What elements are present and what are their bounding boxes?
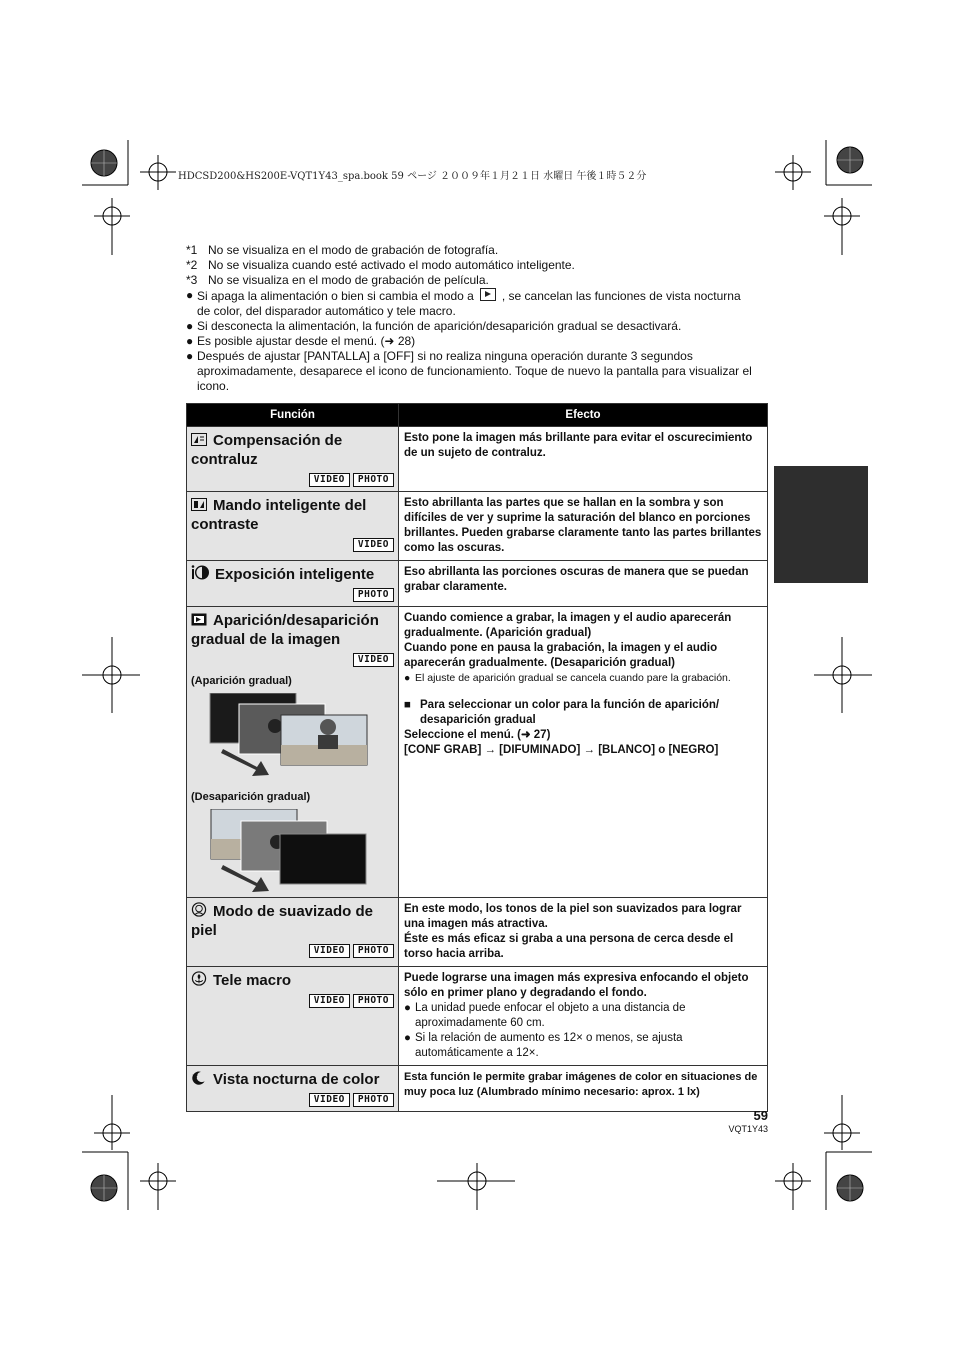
photo-badge: PHOTO [353, 473, 394, 487]
bullet-3 [186, 334, 756, 349]
effect-text: Cuando pone en pausa la grabación, la imagen y el audio aparecerán gradualmente. (Desaparición gradual) [404, 642, 718, 669]
table-row [187, 607, 768, 898]
notes-block [186, 243, 756, 394]
bullet-2 [186, 319, 756, 334]
effect-cell: Esto abrillanta las partes que se hallan en la sombra y son difíciles de ver y suprime la saturación del blanco en porciones brillantes. Pueden grabarse claramente tanto las partes brillantes como las oscuras. [399, 492, 768, 561]
color-night-view-icon [191, 1070, 207, 1085]
function-cell [187, 898, 399, 967]
bullet-4 [186, 349, 756, 394]
bullet-text: , se cancelan las funciones de vista nocturna de color, del disparador automático y tele macro. [197, 289, 741, 318]
video-badge: VIDEO [309, 944, 350, 958]
bullet-icon: ● [186, 319, 194, 333]
print-header: HDCSD200&HS200E-VQT1Y43_spa.book 59 ページ ２００９年１月２１日 水曜日 午後１時５２分 [178, 171, 647, 182]
photo-badge: PHOTO [353, 994, 394, 1008]
effect-cell: Esto pone la imagen más brillante para evitar el oscurecimiento de un sujeto de contraluz. [399, 427, 768, 492]
menu-instruction: Seleccione el menú. (➜ 27) [404, 729, 551, 741]
effect-cell [399, 898, 768, 967]
table-row [187, 492, 768, 561]
bullet-text: Si apaga la alimentación o bien si cambia el modo a [197, 289, 474, 303]
video-badge: VIDEO [309, 1093, 350, 1107]
note-text: No se visualiza cuando esté activado el modo automático inteligente. [208, 258, 575, 272]
table-row [187, 967, 768, 1066]
effect-text: Cuando comience a grabar, la imagen y el audio aparecerán gradualmente. (Aparición gradual) [404, 612, 732, 639]
function-title: Compensación de contraluz [191, 432, 343, 468]
effect-cell: Esta función le permite grabar imágenes de color en situaciones de muy poca luz (Alumbrado mínimo necesario: aprox. 1 lx) [399, 1066, 768, 1112]
function-title: Vista nocturna de color [213, 1071, 380, 1088]
function-title: Mando inteligente del contraste [191, 497, 367, 533]
bullet-icon: ● [404, 672, 411, 684]
function-cell [187, 492, 399, 561]
function-title: Aparición/desaparición gradual de la imagen [191, 612, 379, 648]
table-row [187, 427, 768, 492]
bullet-text: Después de ajustar [PANTALLA] a [OFF] si no realiza ninguna operación durante 3 segundos aproximadamente, desaparece el icono de funcionamiento. Toque de nuevo la pantalla para visualizar el icono. [197, 349, 752, 393]
photo-badge: PHOTO [353, 588, 394, 602]
tele-macro-icon [191, 971, 207, 986]
bullet-icon: ● [404, 1002, 411, 1014]
bullet-icon: ● [186, 334, 194, 348]
functions-table [186, 403, 768, 1112]
fade-icon [191, 613, 207, 626]
contrast-icon [191, 498, 207, 511]
effect-cell: Eso abrillanta las porciones oscuras de manera que se puedan grabar claramente. [399, 561, 768, 607]
table-row [187, 1066, 768, 1112]
fade-out-label: (Desaparición gradual) [191, 791, 311, 803]
note-text: El ajuste de aparición gradual se cancela cuando pare la grabación. [415, 672, 731, 684]
page-number: 59 [753, 1108, 768, 1123]
bullet-icon: ● [404, 1032, 411, 1044]
function-cell [187, 967, 399, 1066]
model-code: VQT1Y43 [728, 1124, 768, 1134]
bullet-1 [186, 288, 756, 319]
section-tab [774, 466, 868, 583]
square-bullet-icon: ■ [404, 699, 411, 711]
selection-title: Para seleccionar un color para la función de aparición/ desaparición gradual [420, 699, 720, 726]
menu-path: [CONF GRAB] → [DIFUMINADO] → [BLANCO] o [NEGRO] [404, 744, 719, 756]
effect-cell [399, 607, 768, 898]
intelligent-exposure-icon [191, 565, 209, 580]
bullet-icon: ● [186, 288, 194, 302]
note-marker: *1 [186, 243, 198, 257]
function-cell [187, 427, 399, 492]
color-selection-heading [404, 698, 762, 728]
video-badge: VIDEO [309, 994, 350, 1008]
effect-text: En este modo, los tonos de la piel son suavizados para lograr una imagen más atractiva. [404, 903, 742, 930]
fade-in-illustration [191, 693, 381, 777]
video-badge: VIDEO [353, 538, 394, 552]
function-cell [187, 561, 399, 607]
bullet-text: La unidad puede enfocar el objeto a una distancia de aproximadamente 60 cm. [415, 1002, 686, 1029]
column-header-effect: Efecto [399, 404, 768, 427]
function-cell [187, 607, 399, 898]
function-title: Tele macro [213, 972, 292, 989]
note-marker: *2 [186, 258, 198, 272]
effect-cell [399, 967, 768, 1066]
table-header-row [187, 404, 768, 427]
note-1 [186, 243, 756, 258]
bullet-icon: ● [186, 349, 194, 363]
function-title: Exposición inteligente [215, 566, 375, 583]
effect-text: Éste es más eficaz si graba a una persona de cerca desde el torso hacia arriba. [404, 933, 734, 960]
effect-note [404, 671, 762, 686]
fade-out-illustration [191, 809, 381, 893]
effect-text: Puede lograrse una imagen más expresiva enfocando el objeto sólo en primer plano y degradando el fondo. [404, 972, 749, 999]
play-mode-icon [480, 288, 496, 301]
note-2 [186, 258, 756, 273]
photo-badge: PHOTO [353, 1093, 394, 1107]
fade-in-label: (Aparición gradual) [191, 675, 292, 687]
function-title: Modo de suavizado de piel [191, 903, 374, 939]
video-badge: VIDEO [353, 653, 394, 667]
photo-badge: PHOTO [353, 944, 394, 958]
note-text: No se visualiza en el modo de grabación de película. [208, 273, 489, 287]
bullet-text: Si la relación de aumento es 12× o menos, se ajusta automáticamente a 12×. [415, 1032, 683, 1059]
note-3 [186, 273, 756, 288]
table-row [187, 898, 768, 967]
table-row [187, 561, 768, 607]
note-text: No se visualiza en el modo de grabación de fotografía. [208, 243, 499, 257]
skin-soften-icon [191, 902, 207, 917]
effect-bullet [404, 1031, 762, 1061]
bullet-text: Si desconecta la alimentación, la función de aparición/desaparición gradual se desactivará. [197, 319, 682, 333]
note-marker: *3 [186, 273, 198, 287]
backlight-icon [191, 433, 207, 446]
column-header-function: Función [187, 404, 399, 427]
video-badge: VIDEO [309, 473, 350, 487]
function-cell [187, 1066, 399, 1112]
bullet-text: Es posible ajustar desde el menú. (➜ 28) [197, 334, 416, 348]
effect-bullet [404, 1001, 762, 1031]
